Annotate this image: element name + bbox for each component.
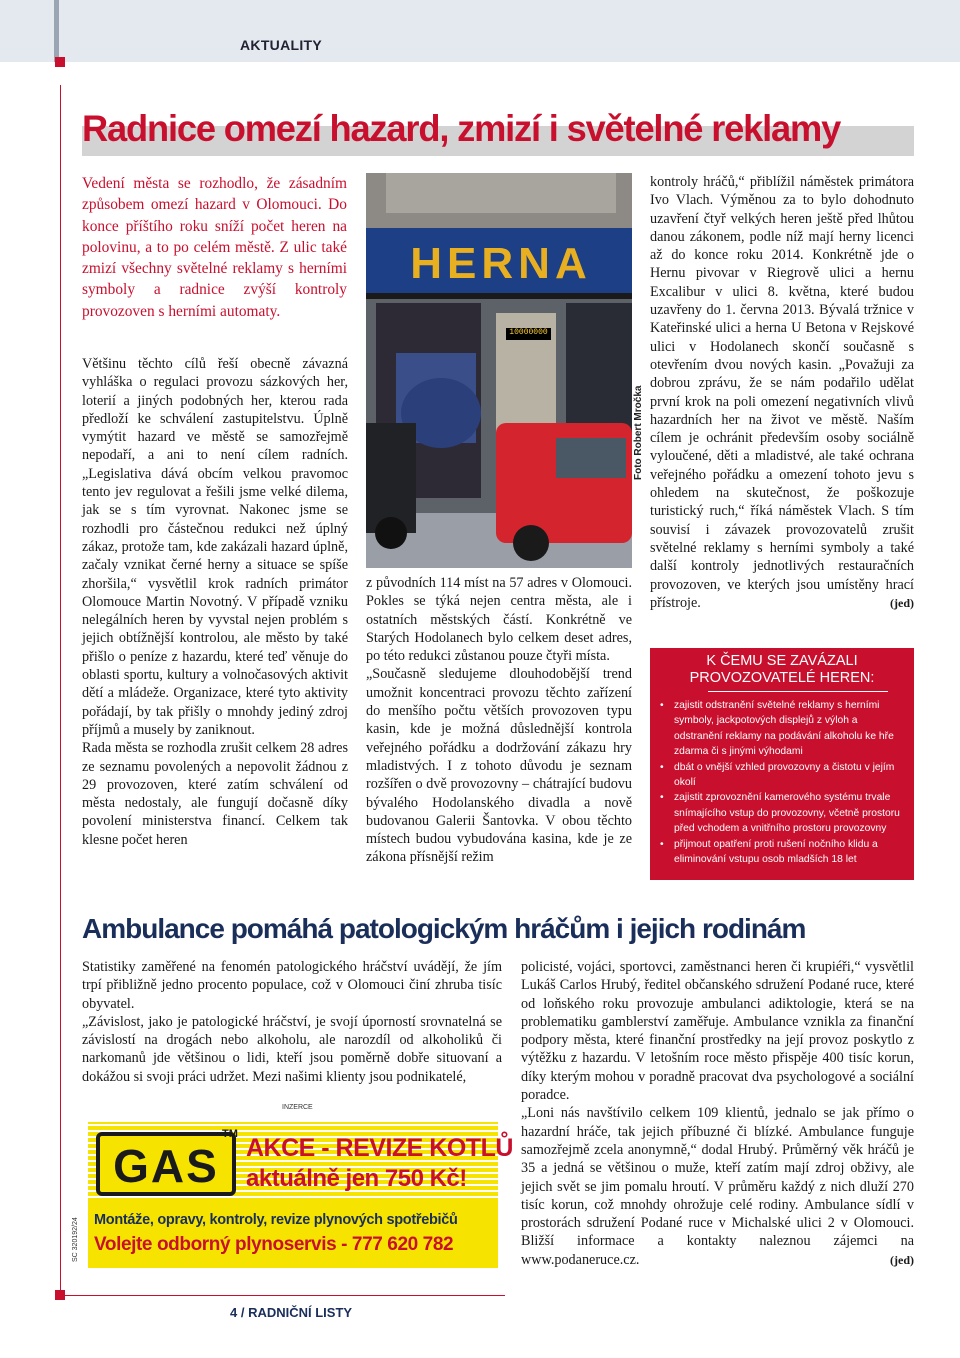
corner-marker xyxy=(55,57,65,67)
list-item: • přijmout opatření proti rušení nočního klidu a eliminování vstupu osob mladších 18 let xyxy=(658,837,908,868)
article1-column-3 xyxy=(650,173,914,612)
list-item: • zajistit odstranění světelné reklamy s herními symboly, jackpotových displejů z výloh a odstranění reklamy na podávání alkoholu ke hře zdarma či s jinými výhodami xyxy=(658,698,908,760)
lead-paragraph: Vedení města se rozhodlo, že zásadním způsobem omezí hazard v Olomouci. Do konce příštího roku sníží počet heren na polovinu, a to po celém městě. Z ulic také zmizí všechny světelné reklamy s herními symboly a radnice zvýší kontroly provozoven s herními automaty. xyxy=(82,175,347,320)
article2-column-1 xyxy=(82,958,502,1086)
trademark-mark: TM xyxy=(222,1128,238,1140)
paragraph: Většinu těchto cílů řeší obecně závazná vyhláška o regulaci provozu sázkových her, loterií a jiných podobných her, kterou rada předloží ke schválení zastupitelstvu. Úplně vymýtit hazard ve městě se samozřejmě nepodaří, a ani to není cílem radních. „Legislativa dává obcím velkou pravomoc tento jev regulovat a řešili jsme velké dilema, jak se s tím vyrovnat. Nakonec jsme se rozhodli pro částečnou redukci než úplný zákaz, protože tam, kde zakázali hazard úplně, začaly vznikat černé herny a situace se spíše zhoršila,“ vysvětlil krok radních primátor Olomouce Martin Novotný. V případě vzniku nelegálních heren by vyvstal nejen problém s jejich obtížnější kontrolou, ale město by také přišlo o peníze z hazardu, které teď věnuje do oblasti sportu, kultury a volnočasových aktivit dětí a mládeže. Organizace, které tyto aktivity pořádají, by tak přišly o mnohdy jediný zdroj příjmů a musely by zaniknout. xyxy=(82,356,348,738)
gas-logo: GAS xyxy=(96,1132,236,1196)
paragraph: „Loni nás navštívilo celkem 109 klientů, jednalo se jak přímo o hazardní hráče, tak jejich příbuzné či blízké. Ambulance funguje samozřejmě zcela anonymně,“ dodal Hrubý. Průměrný věk hráčů je 35 a jedná se většinou o muže, kteří zatím mají zdroj obživy, ale jejich svět se jim pomalu hroutí. V průměru každý z nich dluží 270 tisíc korun, což mnohdy ohrožuje celé rodiny. Ambulance sídlí v prostorách sdružení Podané ruce v Michalské ulici 2 v Olomouci. Bližší informace a kontakty naleznou zájemci na www.podaneruce.cz. xyxy=(521,1105,914,1268)
advert-headline: AKCE - REVIZE KOTLŮ xyxy=(246,1134,513,1162)
author-signature: (jed) xyxy=(890,595,914,610)
headline: Radnice omezí hazard, zmizí i světelné reklamy xyxy=(82,108,841,149)
paragraph: z původních 114 míst na 57 adres v Olomouci. Pokles se týká nejen centra města, ale i ostatních městských částí. Konkrétně ve Starých Hodolanech bylo celkem deset adres, po této redukci zůstanou pouze čtyři místa. xyxy=(366,575,632,665)
gas-advert[interactable] xyxy=(88,1122,513,1268)
paragraph: „Současně sledujeme dlouhodobější trend umožnit koncentraci provozu těchto zařízení do menšího počtu větších provozoven typu kasin, kde je možná důslednější kontrola veřejného pořádku a dodržování zákazu hry mladistvých. I z tohoto důvodu je seznam rozšířen o dvě provozovny – chátrající budovu bývalého Hodolanského divadla a nově budovanou Galerii Šantovka. V obou těchto místech budou vybudována kasina, kde je ze zákona přísnější režim xyxy=(366,666,632,866)
photo-credit: Foto Robert Mročka xyxy=(633,385,644,480)
header-band xyxy=(0,0,960,62)
casino-storefront-photo xyxy=(366,173,632,568)
bottom-rule xyxy=(55,1295,505,1296)
obligations-list xyxy=(658,698,908,867)
article-photo xyxy=(366,173,632,568)
paragraph: Statistiky zaměřené na fenomén patologického hráčství uvádějí, že jím trpí přibližně jedno procento populace, což v Olomouci činí zhruba tisíc obyvatel. xyxy=(82,959,502,1012)
advert-price: aktuálně jen 750 Kč! xyxy=(246,1165,467,1192)
article1-column-2 xyxy=(366,574,632,867)
paragraph: Rada města se rozhodla zrušit celkem 28 adres ze seznamu povolených a nepovolit žádnou z 29 provozoven, které zatím schválení od města nedostaly, ale fungují dočasně díky povolení ministerstva financí. Celkem tak klesne počet heren xyxy=(82,740,348,848)
article2-column-2 xyxy=(521,958,914,1269)
jackpot-counter: 10000000 xyxy=(509,328,548,337)
advert-code: SC 320192/24 xyxy=(72,1217,79,1262)
advert-label: INZERCE xyxy=(282,1104,313,1111)
margin-rule xyxy=(60,85,61,1300)
advert-services: Montáže, opravy, kontroly, revize plynových spotřebičů xyxy=(94,1212,458,1228)
paragraph: kontroly hráčů,“ přiblížil náměstek primátora Ivo Vlach. Výměnou za to bylo dohodnuto uzavření čtyř velkých heren ještě před lhůtou danou zákonem, podle níž mají herny licenci až do konce roku 2014. Konkrétně jde o Hernu pivovar v Riegrově ulici a hernu Excalibur v ulici 8. května, které budou uzavřeny do 1. června 2013. Bývalá tržnice v Kateřinské ulici a herna U Betona v Rejskové ulici v Hodolanech skončí současně s otevřením dvou nových kasin. „Považuji za dobrou zprávu, že se nám podařilo udělat první krok na poli omezení negativních vlivů hazardních her na život ve městě. Naším cílem je ochránit především osoby sociálně vyloučené, děti a mladistvé, ale také ochrana veřejného pořádku a omezení tohoto jevu s ohledem na skutečnost, že poškozuje turistický ruch,“ říká náměstek Vlach. S tím souvisí i závazek provozovatelů zrušit světelné reklamy s herními symboly a také další kontroly jednotlivých restauračních provozoven, ve kterých jsou umístěny hrací přístroje. xyxy=(650,174,914,611)
author-signature: (jed) xyxy=(890,1252,914,1267)
section-label: AKTUALITY xyxy=(240,37,323,53)
box-divider xyxy=(708,691,888,692)
article1-column-1 xyxy=(82,355,348,849)
box-title: K ČEMU SE ZAVÁZALI PROVOZOVATELÉ HEREN: xyxy=(689,653,875,686)
headline-2: Ambulance pomáhá patologickým hráčům i jejich rodinám xyxy=(82,913,806,944)
obligations-box xyxy=(650,648,914,880)
paragraph: „Závislost, jako je patologické hráčství, je svojí úporností srovnatelná se závislostí na drogách nebo alkoholu, ale narozdíl od alkoholiků či narkomanů jde většinou o lidi, kteří jsou poměrně dobře situovaní a dokážou si svoji práci udržet. Mezi našimi klienty jsou podnikatelé, xyxy=(82,1013,502,1085)
list-item: • dbát o vnější vzhled provozovny a čistotu v jejím okolí xyxy=(658,760,908,791)
advert-phone: Volejte odborný plynoservis - 777 620 782 xyxy=(94,1234,454,1255)
paragraph: policisté, vojáci, sportovci, zaměstnanci heren či krupiéři,“ vysvětlil Lukáš Carlos Hrubý, ředitel občanského sdružení Podané ruce, které od loňského roku provozuje ambulanci adiktologie, která se na problematiku gamblerství zaměřuje. Ambulance vznikla za finanční podpory města, které finanční prostředky na její provoz poskytlo z výtěžku z hazardu. V letošním roce město přispěje 400 tisíc korun, díky kterým mohou v poradně pracovat dva psychologové a sociální poradce. xyxy=(521,959,914,1104)
page-footer: 4 / RADNIČNÍ LISTY xyxy=(230,1305,353,1320)
list-item: • zajistit zprovoznění kamerového systému trvale snímajícího vstup do provozovny, včetně prostoru před vchodem a vnitřního prostoru provozovny xyxy=(658,790,908,836)
herna-sign-text: HERNA xyxy=(410,239,592,288)
